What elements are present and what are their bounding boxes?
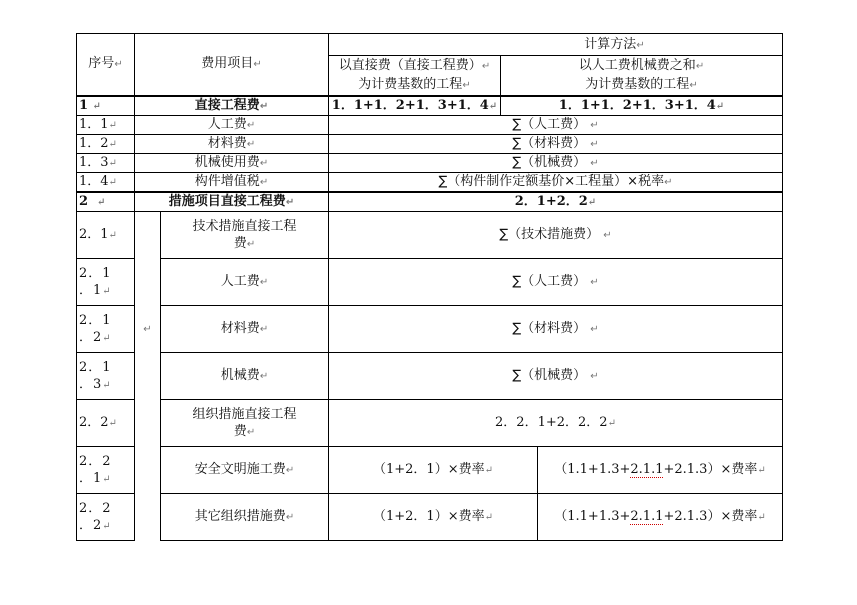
header-method1-line1: 以直接费（直接工程费）↵ [329, 56, 501, 76]
table-row [77, 134, 783, 153]
row-no: 2．1 ．1↵ [77, 259, 135, 306]
row-item: 直接工程费↵ [135, 96, 329, 116]
row-calc: ∑（人工费） ↵ [329, 115, 783, 134]
table-row [77, 96, 783, 116]
row-calc1: （1+2．1）×费率↵ [329, 447, 538, 494]
row-no: 2．1↵ [77, 212, 135, 259]
row-item: 措施项目直接工程费↵ [135, 192, 329, 212]
row-calc: ∑（构件制作定额基价×工程量）×税率↵ [329, 172, 783, 192]
row-no: 1．4↵ [77, 172, 135, 192]
row-item: 人工费↵ [135, 115, 329, 134]
header-method1-line2: 为计费基数的工程↵ [329, 76, 501, 96]
row-calc2: （1.1+1.3+2.1.1+2.1.3）×费率↵ [538, 494, 783, 541]
row-calc1: 1．1+1．2+1．3+1．4↵ [329, 96, 501, 116]
table-row [77, 153, 783, 172]
row-item: 安全文明施工费↵ [161, 447, 329, 494]
row-no: 1．2↵ [77, 134, 135, 153]
row-calc1: （1+2．1）×费率↵ [329, 494, 538, 541]
row-no: 2．2 ．2↵ [77, 494, 135, 541]
row-calc: 2．1+2．2↵ [329, 192, 783, 212]
row-indent [135, 259, 161, 306]
table-row [77, 192, 783, 212]
table-row [77, 400, 783, 447]
row-indent [135, 212, 161, 259]
row-item: 材料费↵ [161, 306, 329, 353]
row-indent [135, 400, 161, 447]
row-item: 人工费↵ [161, 259, 329, 306]
fee-calculation-table [76, 33, 783, 541]
table-row [77, 306, 783, 353]
table-row [77, 353, 783, 400]
table-row [77, 259, 783, 306]
row-calc2: （1.1+1.3+2.1.1+2.1.3）×费率↵ [538, 447, 783, 494]
header-method2-line1: 以人工费机械费之和↵ [501, 56, 783, 76]
table-row [77, 115, 783, 134]
row-no: 1．1↵ [77, 115, 135, 134]
row-item: 机械费↵ [161, 353, 329, 400]
row-calc: ∑（人工费） ↵ [329, 259, 783, 306]
header-item: 费用项目↵ [135, 34, 329, 96]
row-calc: ∑（机械费） ↵ [329, 353, 783, 400]
row-no: 2．1 ．2↵ [77, 306, 135, 353]
row-indent: ↵ [135, 306, 161, 353]
row-calc: ∑（材料费） ↵ [329, 306, 783, 353]
row-indent [135, 494, 161, 541]
row-indent [135, 353, 161, 400]
row-item: 材料费↵ [135, 134, 329, 153]
row-no: 2．2 ．1↵ [77, 447, 135, 494]
row-no: 1 ↵ [77, 96, 135, 116]
row-calc: ∑（材料费） ↵ [329, 134, 783, 153]
row-item: 组织措施直接工程 费↵ [161, 400, 329, 447]
row-no: 2．2↵ [77, 400, 135, 447]
row-no: 2．1 ．3↵ [77, 353, 135, 400]
table-row [77, 212, 783, 259]
header-method: 计算方法↵ [329, 34, 783, 56]
row-no: 1．3↵ [77, 153, 135, 172]
row-item: 机械使用费↵ [135, 153, 329, 172]
row-indent [135, 447, 161, 494]
table-row [77, 494, 783, 541]
row-calc: ∑（机械费） ↵ [329, 153, 783, 172]
row-no: 2 ↵ [77, 192, 135, 212]
row-item: 构件增值税↵ [135, 172, 329, 192]
row-calc: 2．2．1+2．2．2↵ [329, 400, 783, 447]
table-row [77, 172, 783, 192]
row-item: 其它组织措施费↵ [161, 494, 329, 541]
header-no: 序号↵ [77, 34, 135, 96]
row-calc: ∑（技术措施费） ↵ [329, 212, 783, 259]
table-row [77, 447, 783, 494]
row-calc2: 1．1+1．2+1．3+1．4↵ [501, 96, 783, 116]
row-item: 技术措施直接工程 费↵ [161, 212, 329, 259]
header-method2-line2: 为计费基数的工程↵ [501, 76, 783, 96]
